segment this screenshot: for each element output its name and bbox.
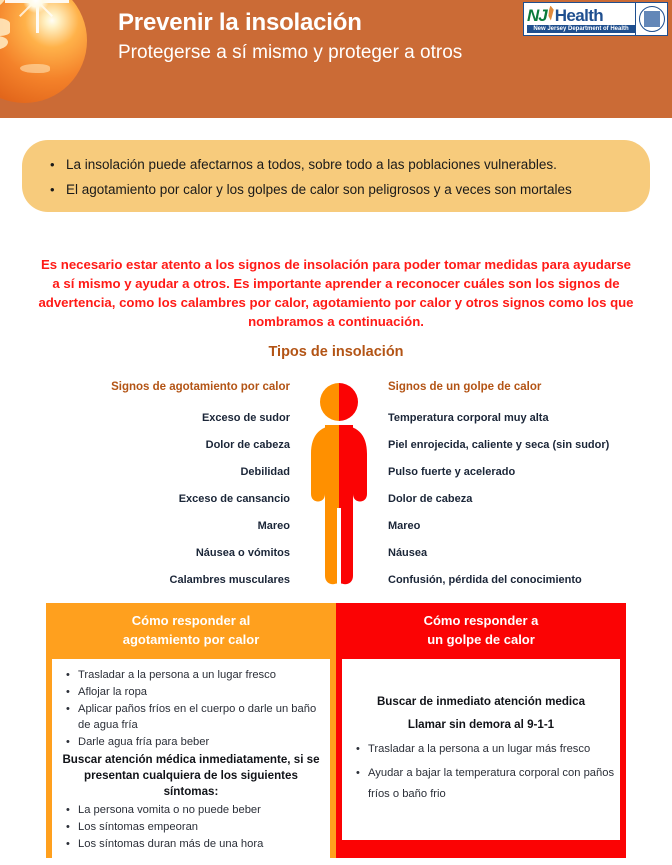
- symptom-item: Exceso de sudor: [201, 412, 290, 424]
- nj-wordmark: [527, 6, 635, 24]
- heat-stroke-signs-heading: Signos de un golpe de calor: [388, 381, 542, 393]
- response-boxes: [46, 603, 626, 858]
- nj-seal-container: [635, 3, 667, 35]
- heat-stroke-response-body: [342, 659, 620, 840]
- types-section: [0, 380, 672, 600]
- nj-logo-department-text: New Jersey Department of Health: [527, 25, 635, 33]
- symptom-item: Debilidad: [240, 466, 290, 478]
- heat-stroke-signs-column: [388, 380, 648, 600]
- heat-exhaustion-response-box: [46, 603, 336, 858]
- seek-care-note: Buscar atención médica inmediatamente, si se presentan cualquiera de los siguientes síntomas:: [62, 753, 320, 798]
- symptom-item: Mareo: [257, 520, 290, 532]
- state-seal-icon: [639, 6, 665, 32]
- key-facts-list: [48, 152, 624, 202]
- heat-stroke-response-heading: [336, 603, 626, 659]
- heat-stroke-response-box: [336, 603, 626, 858]
- person-figure-icon: [303, 380, 375, 590]
- heat-exhaustion-response-heading: [46, 603, 336, 659]
- person-split-color-svg: [303, 380, 375, 590]
- symptom-item: Temperatura corporal muy alta: [388, 412, 549, 424]
- symptom-item: Náusea: [388, 547, 428, 559]
- heading-line-2: un golpe de calor: [427, 632, 535, 647]
- nj-logo-nj-text: NJ: [527, 5, 547, 25]
- symptom-item: Dolor de cabeza: [205, 439, 290, 451]
- page-header: [0, 0, 672, 118]
- heat-exhaustion-actions-list: [56, 667, 326, 750]
- heat-exhaustion-response-body: [52, 659, 330, 859]
- intro-paragraph: Es necesario estar atento a los signos de insolación para poder tomar medidas para ayudarse a sí mismo y ayudar a otros. Es importante aprender a reconocer cuáles son los signos de advertencia, como los calambres por calor, agotamiento por calor y otros signos como los que nombramos a continuación.: [38, 257, 634, 329]
- globe-landmass: [0, 18, 10, 36]
- header-title-block: [118, 8, 462, 67]
- types-section-title: Tipos de insolación: [268, 344, 404, 360]
- heat-exhaustion-warning-list: [56, 802, 326, 852]
- heading-line-1: Cómo responder al: [131, 613, 251, 628]
- page-subtitle: Protegerse a sí mismo y proteger a otros: [118, 42, 463, 63]
- list-item: • La persona vomita o no puede beber: [56, 802, 326, 818]
- emergency-note-line-1: Buscar de inmediato atención medica: [376, 695, 586, 708]
- list-item: • El agotamiento por calor y los golpes de calor son peligrosos y a veces son mortales: [48, 177, 624, 202]
- symptom-item: Confusión, pérdida del conocimiento: [388, 574, 582, 586]
- symptom-item: Náusea o vómitos: [195, 547, 290, 559]
- list-item: • La insolación puede afectarnos a todos, sobre todo a las poblaciones vulnerables.: [48, 152, 624, 177]
- heat-exhaustion-signs-column: [60, 380, 290, 600]
- symptom-item: Mareo: [388, 520, 421, 532]
- nj-logo-health-text: Health: [554, 5, 604, 25]
- heat-stroke-actions-list: [346, 739, 616, 805]
- symptom-item: Calambres musculares: [169, 574, 290, 586]
- symptom-item: Exceso de cansancio: [178, 493, 290, 505]
- key-facts-callout: [22, 140, 650, 212]
- symptom-item: Dolor de cabeza: [388, 493, 473, 505]
- nj-health-logo: [523, 2, 668, 36]
- list-item: • Trasladar a la persona a un lugar más fresco: [346, 739, 616, 760]
- globe-landmass: [0, 36, 8, 50]
- nj-logo-wordmark-block: [524, 3, 635, 35]
- list-item: • Darle agua fría para beber: [56, 734, 326, 750]
- list-item: • Aplicar paños fríos en el cuerpo o darle un baño de agua fría: [56, 701, 326, 733]
- heat-exhaustion-signs-heading: Signos de agotamiento por calor: [111, 381, 290, 393]
- list-item: • Trasladar a la persona a un lugar fresco: [56, 667, 326, 683]
- emergency-note-line-2: Llamar sin demora al 9-1-1: [407, 718, 555, 731]
- new-jersey-state-shape-icon: [548, 6, 554, 21]
- heading-line-1: Cómo responder a: [423, 613, 539, 628]
- symptom-item: Pulso fuerte y acelerado: [388, 466, 516, 478]
- person-leg-gap: [337, 508, 341, 588]
- list-item: • Aflojar la ropa: [56, 684, 326, 700]
- globe-landmass: [20, 64, 50, 73]
- list-item: • Los síntomas duran más de una hora: [56, 836, 326, 852]
- list-item: • Ayudar a bajar la temperatura corporal con paños fríos o baño frio: [346, 763, 616, 805]
- symptom-item: Piel enrojecida, caliente y seca (sin sudor): [388, 439, 610, 451]
- sun-globe-image: [0, 0, 87, 103]
- list-item: • Los síntomas empeoran: [56, 819, 326, 835]
- state-seal-inner: [644, 11, 660, 27]
- heading-line-2: agotamiento por calor: [122, 632, 260, 647]
- page-title: Prevenir la insolación: [118, 9, 362, 36]
